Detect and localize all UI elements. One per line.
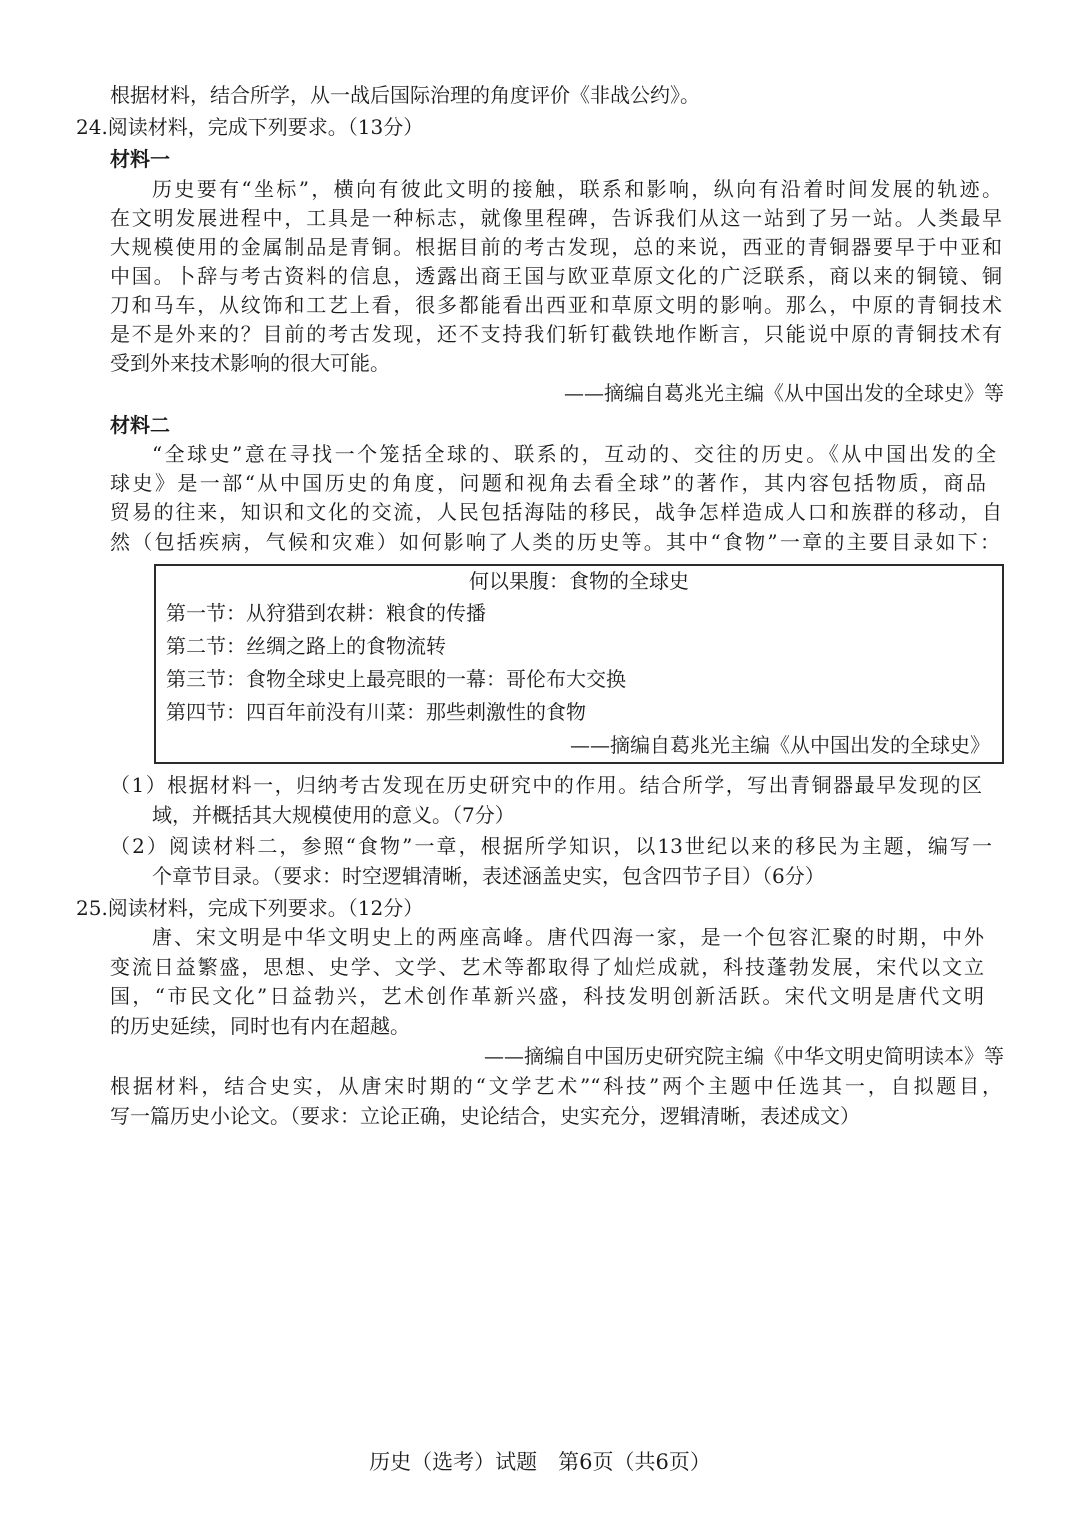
toc-item: 第二节：丝绸之路上的食物流转 — [166, 634, 446, 658]
q24-material2-title: 材料二 — [110, 413, 170, 437]
q24-sub1-line: （1）根据材料一，归纳考古发现在历史研究中的作用。结合所学，写出青铜器最早发现的区 — [110, 773, 982, 797]
toc-item: 第一节：从狩猎到农耕：粮食的传播 — [166, 601, 486, 625]
q24-sub2-line: （2）阅读材料二，参照“食物”一章，根据所学知识，以13世纪以来的移民为主题，编写一 — [110, 834, 992, 858]
toc-item: 第四节：四百年前没有川菜：那些刺激性的食物 — [166, 700, 586, 724]
q25-material-line: 国，“市民文化”日益勃兴，艺术创作革新兴盛，科技发明创新活跃。宋代文明是唐代文明 — [110, 984, 984, 1008]
q24-m2-line: 贸易的往来，知识和文化的交流，人民包括海陆的移民，战争怎样造成人口和族群的移动，自 — [110, 500, 1002, 524]
q24-m1-source: ——摘编自葛兆光主编《从中国出发的全球史》等 — [564, 381, 1004, 405]
q24-material1-title: 材料一 — [110, 147, 170, 171]
q24-sub1-line: 域，并概括其大规模使用的意义。（7分） — [152, 803, 515, 827]
q25-heading: 25.阅读材料，完成下列要求。（12分） — [76, 896, 424, 920]
q25-question-line: 根据材料，结合史实，从唐宋时期的“文学艺术”“科技”两个主题中任选其一，自拟题目， — [110, 1074, 1002, 1098]
q24-m1-line: 受到外来技术影响的很大可能。 — [110, 351, 390, 375]
q25-question-line: 写一篇历史小论文。（要求：立论正确，史论结合，史实充分，逻辑清晰，表述成文） — [110, 1104, 860, 1128]
toc-title: 何以果腹：食物的全球史 — [469, 569, 689, 593]
q24-m1-line: 中国。卜辞与考古资料的信息，透露出商王国与欧亚草原文化的广泛联系，商以来的铜镜、铜 — [110, 264, 1002, 288]
q25-source: ——摘编自中国历史研究院主编《中华文明史简明读本》等 — [484, 1044, 1004, 1068]
q24-m1-line: 在文明发展进程中，工具是一种标志，就像里程碑，告诉我们从这一站到了另一站。人类最早 — [110, 206, 1002, 230]
toc-source: ——摘编自葛兆光主编《从中国出发的全球史》 — [570, 733, 990, 757]
q24-m2-line: 然（包括疾病，气候和灾难）如何影响了人类的历史等。其中“食物”一章的主要目录如下： — [110, 530, 1000, 554]
page-footer: 历史（选考）试题 第6页（共6页） — [369, 1450, 711, 1474]
toc-item: 第三节：食物全球史上最亮眼的一幕：哥伦布大交换 — [166, 667, 626, 691]
q24-sub2-line: 个章节目录。（要求：时空逻辑清晰，表述涵盖史实，包含四节子目）（6分） — [152, 864, 825, 888]
q24-m1-line: 是不是外来的？目前的考古发现，还不支持我们斩钉截铁地作断言，只能说中原的青铜技术有 — [110, 322, 1002, 346]
q24-m1-line: 历史要有“坐标”，横向有彼此文明的接触，联系和影响，纵向有沿着时间发展的轨迹。 — [152, 177, 1002, 201]
q24-m1-line: 刀和马车，从纹饰和工艺上看，很多都能看出西亚和草原文明的影响。那么，中原的青铜技术 — [110, 293, 1002, 317]
q25-material-line: 变流日益繁盛，思想、史学、文学、艺术等都取得了灿烂成就，科技蓬勃发展，宋代以文立 — [110, 955, 984, 979]
q24-m2-line: “全球史”意在寻找一个笼括全球的、联系的，互动的、交往的历史。《从中国出发的全 — [152, 442, 996, 466]
q25-material-line: 的历史延续，同时也有内在超越。 — [110, 1014, 410, 1038]
q24-m1-line: 大规模使用的金属制品是青铜。根据目前的考古发现，总的来说，西亚的青铜器要早于中亚和 — [110, 235, 1002, 259]
q23-prompt-tail: 根据材料，结合所学，从一战后国际治理的角度评价《非战公约》。 — [110, 83, 700, 107]
q25-material-line: 唐、宋文明是中华文明史上的两座高峰。唐代四海一家，是一个包容汇聚的时期，中外 — [152, 925, 984, 949]
q24-heading: 24.阅读材料，完成下列要求。（13分） — [76, 115, 424, 139]
q24-m2-line: 球史》是一部“从中国历史的角度，问题和视角去看全球”的著作，其内容包括物质，商品 — [110, 471, 986, 495]
